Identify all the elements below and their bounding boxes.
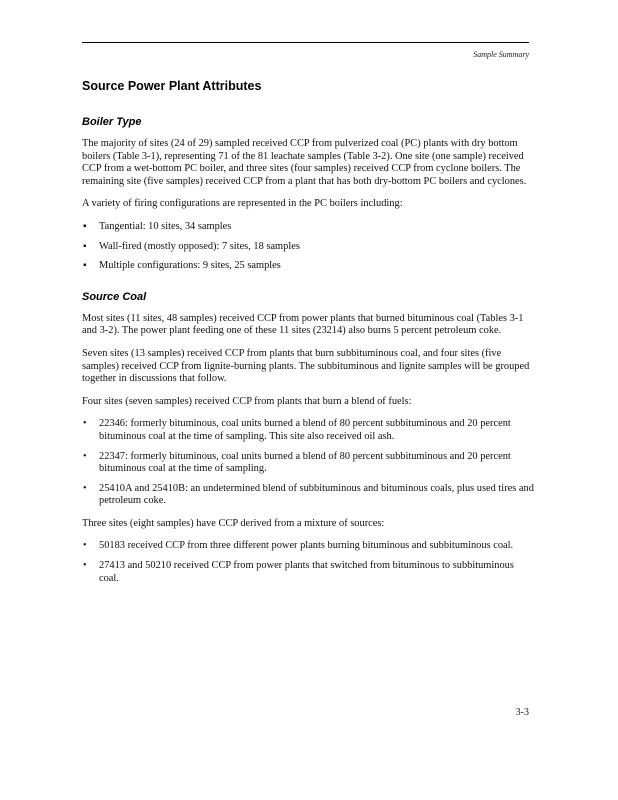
firing-config-list: [82, 221, 534, 273]
paragraph: The majority of sites (24 of 29) sampled received CCP from pulverized coal (PC) plants with dry bottom boilers (Table 3-1), representing 71 of the 81 leachate samples (Table 3-2). One site (one sample) received CCP from a wet-bottom PC boiler, and three sites (four samples) received CCP from cyclone boilers. The remaining site (five samples) received CCP from a plant that has both dry-bottom PC boilers and cyclones.: [82, 138, 527, 187]
list-item: • 27413 and 50210 received CCP from power plants that switched from bituminous to subbituminous coal.: [82, 560, 534, 585]
list-item: • 50183 received CCP from three different power plants burning bituminous and subbituminous coal.: [82, 540, 534, 553]
list-item: ▪ Multiple configurations: 9 sites, 25 samples: [82, 260, 534, 273]
paragraph: Most sites (11 sites, 48 samples) received CCP from power plants that burned bituminous coal (Tables 3-1 and 3-2). The power plant feeding one of these 11 sites (23214) also burns 5 percent petroleum coke.: [82, 312, 524, 337]
list-item: • 22346: formerly bituminous, coal units burned a blend of 80 percent subbituminous and 20 percent bituminous coal at the time of sampling. This site also received oil ash.: [82, 418, 534, 443]
paragraph: Seven sites (13 samples) received CCP from plants that burn subbituminous coal, and four sites (five samples) received CCP from lignite-burning plants. The subbituminous and lignite samples will be grouped together in discussions that follow.: [82, 347, 530, 385]
page-body: [82, 78, 534, 595]
subsection-heading-boiler: Boiler Type: [82, 116, 142, 128]
running-header: Sample Summary: [473, 50, 529, 59]
subsection-heading-coal: Source Coal: [82, 290, 147, 303]
list-item: ▪ Tangential: 10 sites, 34 samples: [82, 221, 534, 234]
paragraph: Three sites (eight samples) have CCP derived from a mixture of sources:: [82, 517, 385, 529]
list-item: • 25410A and 25410B: an undetermined blend of subbituminous and bituminous coals, plus used tires and petroleum coke.: [82, 483, 534, 508]
list-item: • 22347: formerly bituminous, coal units burned a blend of 80 percent subbituminous and 20 percent bituminous coal at the time of sampling.: [82, 451, 534, 476]
section-heading: Source Power Plant Attributes: [82, 79, 262, 93]
page-number: 3-3: [515, 707, 529, 718]
header-rule: [82, 42, 529, 43]
mixed-source-list: [82, 540, 534, 585]
list-item: ▪ Wall-fired (mostly opposed): 7 sites, 18 samples: [82, 241, 534, 254]
paragraph: Four sites (seven samples) received CCP from plants that burn a blend of fuels:: [82, 395, 412, 407]
paragraph: A variety of firing configurations are represented in the PC boilers including:: [82, 198, 403, 210]
fuel-blend-list: [82, 418, 534, 508]
